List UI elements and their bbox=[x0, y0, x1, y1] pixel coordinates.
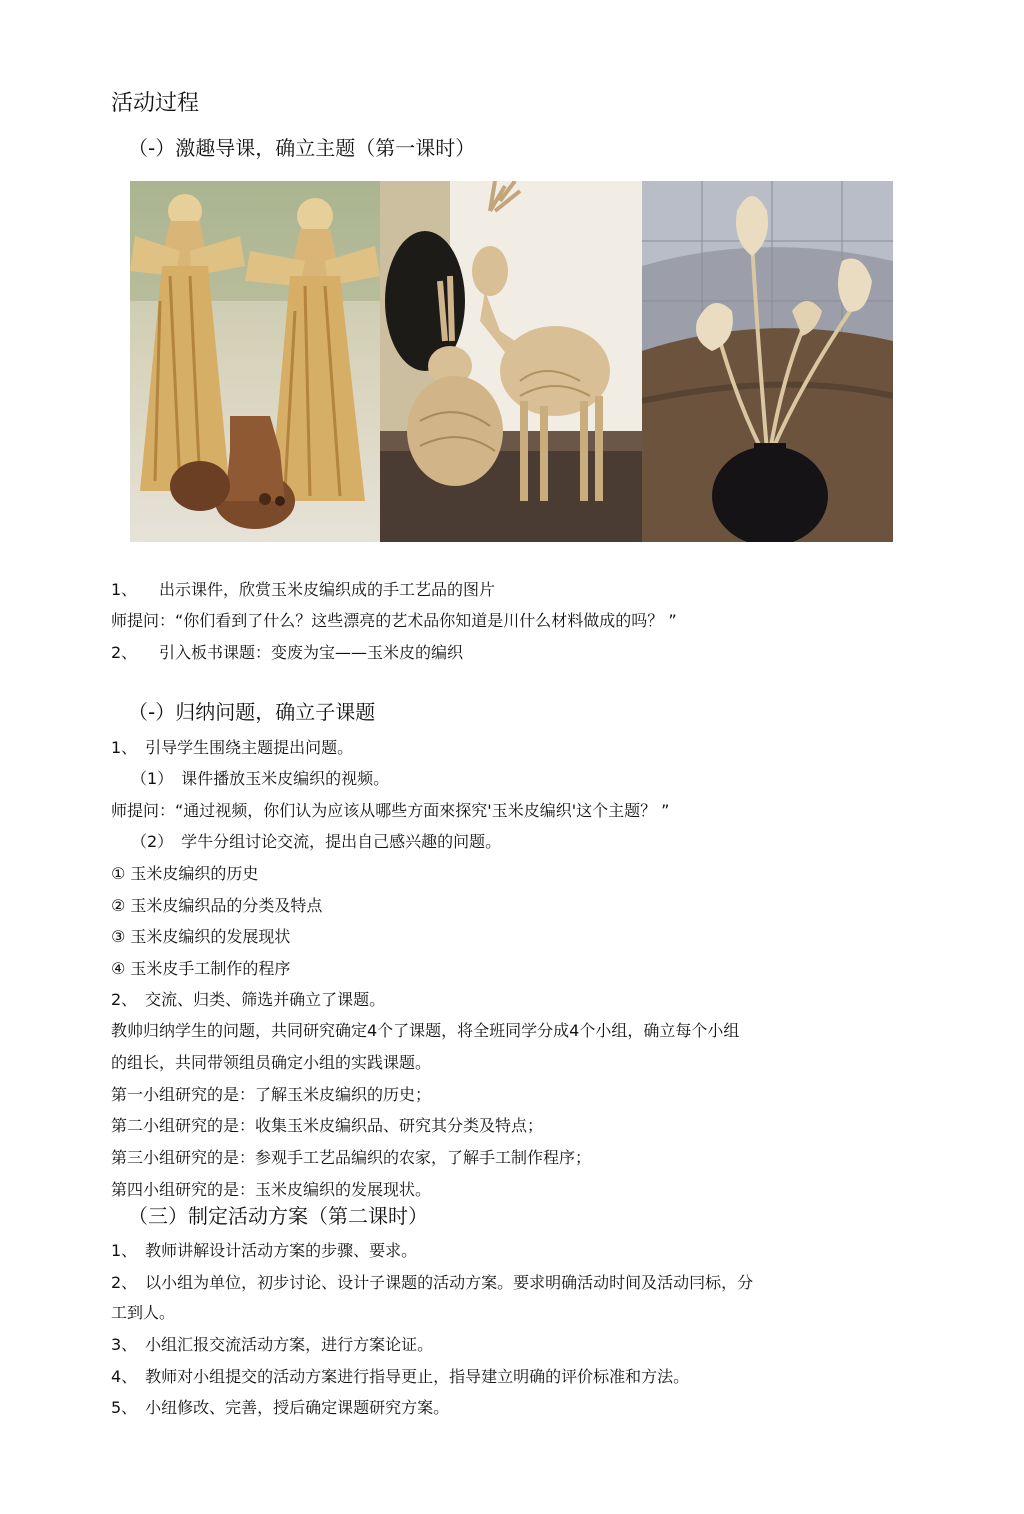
part2-line: 1、 引导学生围绕主题提出问题。 bbox=[111, 738, 354, 757]
part3-line: 1、 教师讲解设计活动方案的步骤、要求。 bbox=[111, 1241, 418, 1260]
corn-husk-flowers-photo bbox=[642, 181, 893, 542]
part2-group-line: 第一小组研究的是：了解玉米皮编织的历史； bbox=[111, 1085, 432, 1104]
part1-heading: （-）激趣导课，确立主题（第一课时） bbox=[128, 136, 476, 160]
part2-line: 教帅归纳学生的问题，共同研究确定4个了课题，将全班同学分成4个小组，确立每个小组 bbox=[111, 1021, 740, 1040]
part3-line: 4、 教师对小组提交的活动方案进行指导更止，指导建立明确的评价标准和方法。 bbox=[111, 1367, 690, 1386]
part2-list-item: ③ 玉米皮编织的发展现状 bbox=[111, 927, 291, 946]
part2-line: 师提问：“通过视频，你们认为应该从哪些方面來探究'玉米皮编织'这个主题？ ” bbox=[111, 801, 670, 820]
part2-line: 2、 交流、归类、筛选并确立了课题。 bbox=[111, 990, 386, 1009]
part1-item-2: 师提问：“你们看到了什么？这些漂亮的艺术品你知道是川什么材料做成的吗？ ” bbox=[111, 611, 677, 630]
part2-line: 的组长，共同带领组员确定小组的实践课题。 bbox=[111, 1053, 432, 1072]
corn-husk-deer-photo bbox=[380, 181, 642, 542]
photo-strip bbox=[130, 181, 893, 542]
section-title: 活动过程 bbox=[111, 91, 200, 116]
corn-husk-dolls-photo bbox=[130, 181, 380, 542]
part2-group-line: 第二小组研究的是：收集玉米皮编织品、研究其分类及特点； bbox=[111, 1116, 544, 1135]
part2-heading: （-）归纳问题，确立子课题 bbox=[128, 700, 376, 724]
part3-line: 5、 小纽修改、完善，授后确定课题研究方案。 bbox=[111, 1398, 450, 1417]
part3-line: 2、 以小组为单位，初步讨论、设计子课题的活动方案。要求明确活动时间及活动冃标，分 bbox=[111, 1273, 754, 1292]
part2-line: （2） 学牛分组讨论交流，提出自己感兴趣的问题。 bbox=[131, 832, 502, 851]
part3-line: 3、 小组汇报交流活动方案，进行方案论证。 bbox=[111, 1335, 434, 1354]
part2-group-line: 第三小组研究的是：参观手工艺品编织的农家，了解手工制作程序； bbox=[111, 1148, 592, 1167]
part2-list-item: ② 玉米皮编织品的分类及特点 bbox=[111, 896, 323, 915]
part3-line: 工到人。 bbox=[111, 1303, 176, 1322]
part2-line: （1） 课件播放玉米皮编织的视频。 bbox=[131, 769, 390, 788]
part2-list-item: ④ 玉米皮手工制作的程序 bbox=[111, 959, 291, 978]
part1-item-3: 2、 引入板书课题：变废为宝——玉米皮的编织 bbox=[111, 643, 464, 662]
part1-item-1: 1、 出示课件，欣赏玉米皮编织成的手工艺品的图片 bbox=[111, 580, 496, 599]
part2-list-item: ① 玉米皮编织的历史 bbox=[111, 864, 259, 883]
part2-group-line: 第四小组研究的是：玉米皮编织的发展现状。 bbox=[111, 1180, 432, 1199]
part3-heading: （三）制定活动方案（第二课时） bbox=[128, 1204, 428, 1228]
